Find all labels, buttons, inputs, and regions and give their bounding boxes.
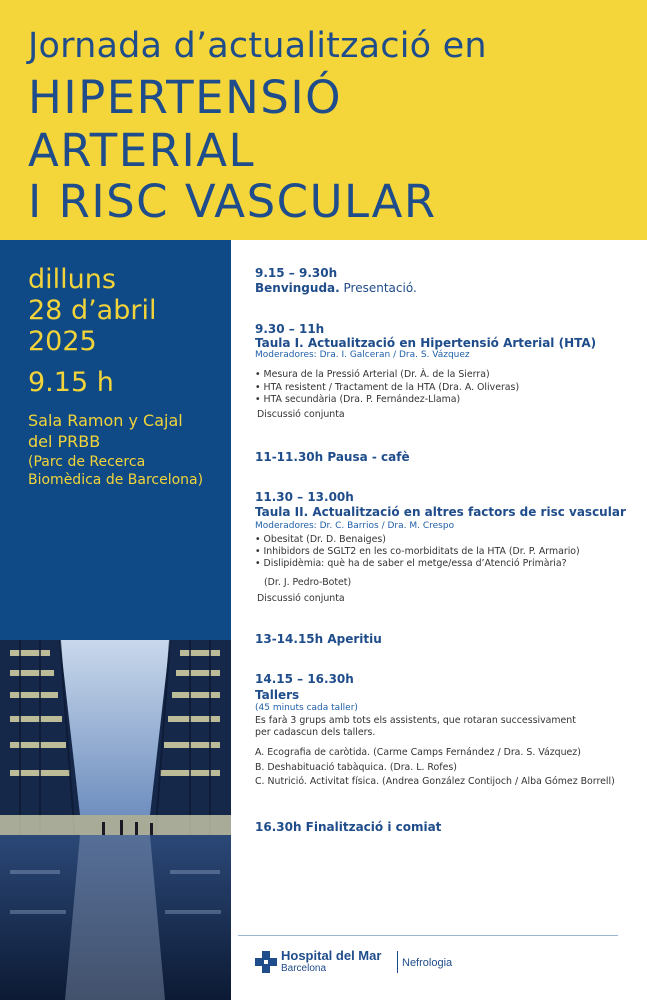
event-date-day: 28 d’abril xyxy=(28,295,157,326)
event-year: 2025 xyxy=(28,326,97,357)
lunch: 13-14.15h Aperitiu xyxy=(255,632,382,646)
title-line-4: I RISC VASCULAR xyxy=(28,175,437,228)
workshop-item: C. Nutrició. Activitat física. (Andrea González Contijoch / Alba Gómez Borrell) xyxy=(255,776,615,787)
session-1-time: 9.15 – 9.30h xyxy=(255,266,338,280)
session-4-item-speaker: (Dr. J. Pedro-Botet) xyxy=(264,577,352,588)
title-line-3: ARTERIAL xyxy=(28,124,256,177)
venue-line-2: del PRBB xyxy=(28,432,101,451)
session-4-item: • Dislipidèmia: què ha de saber el metge/essa d’Atenció Primària? xyxy=(255,558,567,569)
session-1-heading xyxy=(255,281,417,295)
session-1-subtitle: Presentació. xyxy=(343,281,417,295)
event-venue-detail xyxy=(28,453,203,489)
venue-line-4: Biomèdica de Barcelona) xyxy=(28,472,204,488)
session-4-item: • Obesitat (Dr. D. Benaiges) xyxy=(255,534,386,545)
hospital-cross-icon xyxy=(255,951,277,973)
title-banner xyxy=(0,0,647,240)
session-6-time: 14.15 – 16.30h xyxy=(255,672,354,686)
session-6-note: (45 minuts cada taller) xyxy=(255,703,358,713)
session-2-title: Taula I. Actualització en Hipertensió Arterial (HTA) xyxy=(255,336,597,350)
session-4-discussion: Discussió conjunta xyxy=(257,593,345,604)
title-line-1: Jornada d’actualització en xyxy=(28,26,487,66)
building-photo xyxy=(0,640,231,1000)
event-time: 9.15 h xyxy=(28,367,114,398)
event-day: dilluns xyxy=(28,264,116,295)
coffee-break: 11-11.30h Pausa - cafè xyxy=(255,450,410,464)
title-line-2: HIPERTENSIÓ xyxy=(28,71,343,124)
venue-line-1: Sala Ramon y Cajal xyxy=(28,411,183,430)
session-4-item: • Inhibidors de SGLT2 en les co-morbiditats de la HTA (Dr. P. Armario) xyxy=(255,546,580,557)
session-6-description: Es farà 3 grups amb tots els assistents, que rotaran successivament xyxy=(255,715,576,726)
logo-divider xyxy=(397,951,398,973)
session-2-discussion: Discussió conjunta xyxy=(257,409,345,420)
closing: 16.30h Finalització i comiat xyxy=(255,820,442,834)
session-2-item: • Mesura de la Pressió Arterial (Dr. À. de la Sierra) xyxy=(255,369,490,380)
footer-divider xyxy=(238,935,618,936)
workshop-item: A. Ecografia de caròtida. (Carme Camps Fernández / Dra. S. Vázquez) xyxy=(255,747,581,758)
session-6-description: per cadascun dels tallers. xyxy=(255,727,376,738)
session-6-title: Tallers xyxy=(255,688,300,702)
session-2-item: • HTA secundària (Dra. P. Fernández-Llama) xyxy=(255,394,461,405)
event-venue xyxy=(28,410,183,452)
session-4-time: 11.30 – 13.00h xyxy=(255,490,354,504)
session-4-title: Taula II. Actualització en altres factors de risc vascular xyxy=(255,505,626,519)
session-2-item: • HTA resistent / Tractament de la HTA (Dra. A. Oliveras) xyxy=(255,382,520,393)
session-4-moderators: Moderadores: Dr. C. Barrios / Dra. M. Crespo xyxy=(255,521,455,531)
department-name: Nefrologia xyxy=(402,957,453,969)
event-date xyxy=(28,264,156,357)
hospital-name: Hospital del Mar xyxy=(281,948,382,963)
hospital-city: Barcelona xyxy=(281,963,327,974)
session-1-title: Benvinguda. xyxy=(255,281,340,295)
workshop-item: B. Deshabituació tabàquica. (Dra. L. Rofes) xyxy=(255,762,457,773)
session-2-time: 9.30 – 11h xyxy=(255,322,325,336)
hospital-logo-text xyxy=(281,949,381,975)
session-2-moderators: Moderadores: Dra. I. Galceran / Dra. S. Vázquez xyxy=(255,350,470,360)
building-photo-illustration xyxy=(0,640,231,1000)
venue-line-3: (Parc de Recerca xyxy=(28,454,146,470)
